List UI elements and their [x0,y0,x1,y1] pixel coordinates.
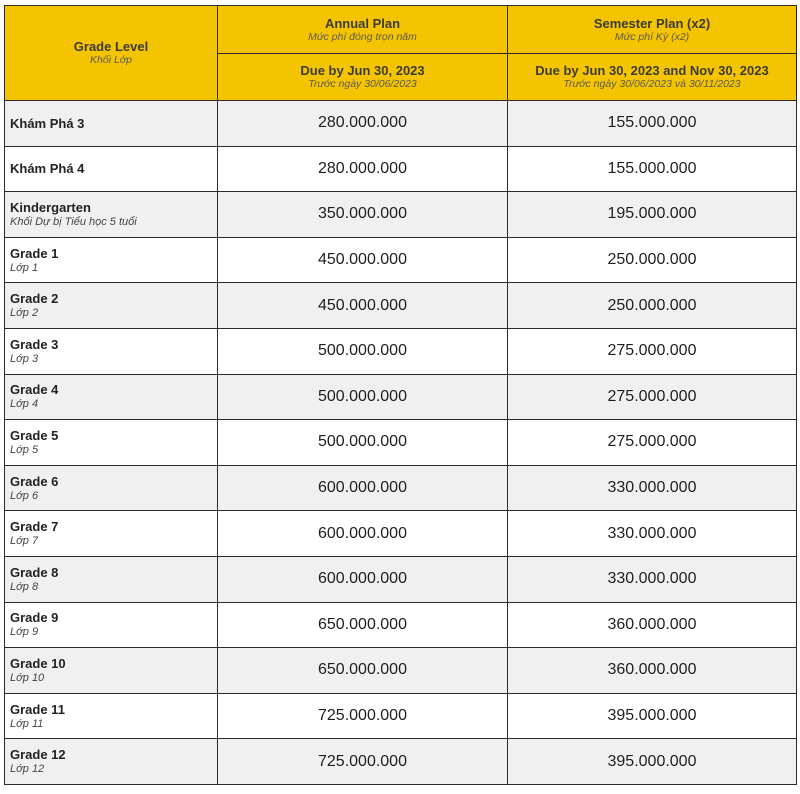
grade-subtitle: Lớp 10 [10,671,45,684]
header-annual-plan [218,6,508,54]
grade-name: Grade 10 [10,655,66,671]
tuition-fee-table-container [4,5,797,785]
grade-name: Grade 7 [10,519,59,535]
table-row [5,693,797,739]
grade-name: Grade 2 [10,291,59,307]
grade-cell [5,556,218,602]
grade-name: Grade 6 [10,473,59,489]
header-semester-title: Semester Plan (x2) [593,15,711,31]
table-body [5,101,797,785]
table-row [5,146,797,192]
semester-fee: 155.000.000 [508,101,797,147]
grade-subtitle: Lớp 2 [10,307,39,320]
grade-name: Grade 3 [10,336,59,352]
grade-name: Grade 9 [10,610,59,626]
grade-cell [5,328,218,374]
grade-name: Grade 5 [10,427,59,443]
grade-name: Grade 1 [10,245,59,261]
header-annual-due [218,54,508,101]
header-semester-subtitle: Mức phí Kỳ (x2) [614,30,690,43]
table-header [5,6,797,101]
grade-cell [5,739,218,785]
table-row [5,374,797,420]
annual-fee: 450.000.000 [218,237,508,283]
header-annual-due-vi: Trước ngày 30/06/2023 [308,78,417,90]
annual-fee: 600.000.000 [218,465,508,511]
grade-name: Grade 12 [10,747,66,763]
semester-fee: 330.000.000 [508,556,797,602]
grade-cell [5,602,218,648]
grade-name: Khám Phá 4 [10,161,85,177]
header-semester-due [508,54,797,101]
annual-fee: 725.000.000 [218,693,508,739]
grade-cell [5,648,218,694]
annual-fee: 350.000.000 [218,192,508,238]
annual-fee: 500.000.000 [218,374,508,420]
semester-fee: 395.000.000 [508,739,797,785]
table-row [5,648,797,694]
table-row [5,420,797,466]
annual-fee: 280.000.000 [218,101,508,147]
table-row [5,556,797,602]
grade-cell [5,237,218,283]
table-row [5,237,797,283]
header-grade-title: Grade Level [73,39,149,54]
grade-subtitle: Lớp 9 [10,626,39,639]
header-grade-subtitle: Khối Lớp [90,54,132,66]
grade-subtitle: Lớp 1 [10,261,39,274]
header-semester-plan [508,6,797,54]
semester-fee: 250.000.000 [508,283,797,329]
table-row [5,602,797,648]
header-annual-subtitle: Mức phí đóng trọn năm [308,30,417,43]
header-semester-due-vi: Trước ngày 30/06/2023 và 30/11/2023 [563,78,741,90]
grade-cell [5,465,218,511]
grade-name: Grade 4 [10,382,59,398]
grade-subtitle: Lớp 12 [10,763,45,776]
grade-name: Grade 11 [10,701,65,717]
grade-subtitle: Lớp 6 [10,489,39,502]
grade-subtitle: Lớp 8 [10,580,39,593]
grade-name: Kindergarten [10,199,91,215]
grade-name: Khám Phá 3 [10,115,85,131]
grade-cell [5,192,218,238]
semester-fee: 395.000.000 [508,693,797,739]
annual-fee: 650.000.000 [218,602,508,648]
table-row [5,192,797,238]
table-row [5,739,797,785]
semester-fee: 330.000.000 [508,511,797,557]
annual-fee: 725.000.000 [218,739,508,785]
grade-subtitle: Lớp 5 [10,443,39,456]
table-row [5,101,797,147]
header-grade-level [5,6,218,101]
semester-fee: 360.000.000 [508,602,797,648]
semester-fee: 195.000.000 [508,192,797,238]
header-annual-due-date: Due by Jun 30, 2023 [300,63,425,78]
table-row [5,511,797,557]
annual-fee: 450.000.000 [218,283,508,329]
grade-subtitle: Lớp 11 [10,717,44,730]
grade-cell [5,511,218,557]
grade-name: Grade 8 [10,564,59,580]
annual-fee: 600.000.000 [218,556,508,602]
semester-fee: 275.000.000 [508,420,797,466]
annual-fee: 500.000.000 [218,328,508,374]
annual-fee: 650.000.000 [218,648,508,694]
semester-fee: 275.000.000 [508,328,797,374]
grade-subtitle: Lớp 7 [10,535,39,548]
semester-fee: 360.000.000 [508,648,797,694]
grade-cell [5,420,218,466]
semester-fee: 330.000.000 [508,465,797,511]
annual-fee: 600.000.000 [218,511,508,557]
grade-cell [5,693,218,739]
annual-fee: 500.000.000 [218,420,508,466]
table-row [5,283,797,329]
header-annual-title: Annual Plan [324,15,401,31]
grade-subtitle: Lớp 3 [10,352,39,365]
grade-subtitle: Lớp 4 [10,398,39,411]
table-row [5,465,797,511]
grade-cell [5,146,218,192]
grade-cell [5,283,218,329]
tuition-fee-table [4,5,797,785]
header-semester-due-date: Due by Jun 30, 2023 and Nov 30, 2023 [535,63,769,78]
semester-fee: 155.000.000 [508,146,797,192]
grade-cell [5,374,218,420]
annual-fee: 280.000.000 [218,146,508,192]
grade-cell [5,101,218,147]
grade-subtitle: Khối Dự bị Tiểu học 5 tuổi [10,215,137,228]
table-row [5,328,797,374]
semester-fee: 250.000.000 [508,237,797,283]
semester-fee: 275.000.000 [508,374,797,420]
